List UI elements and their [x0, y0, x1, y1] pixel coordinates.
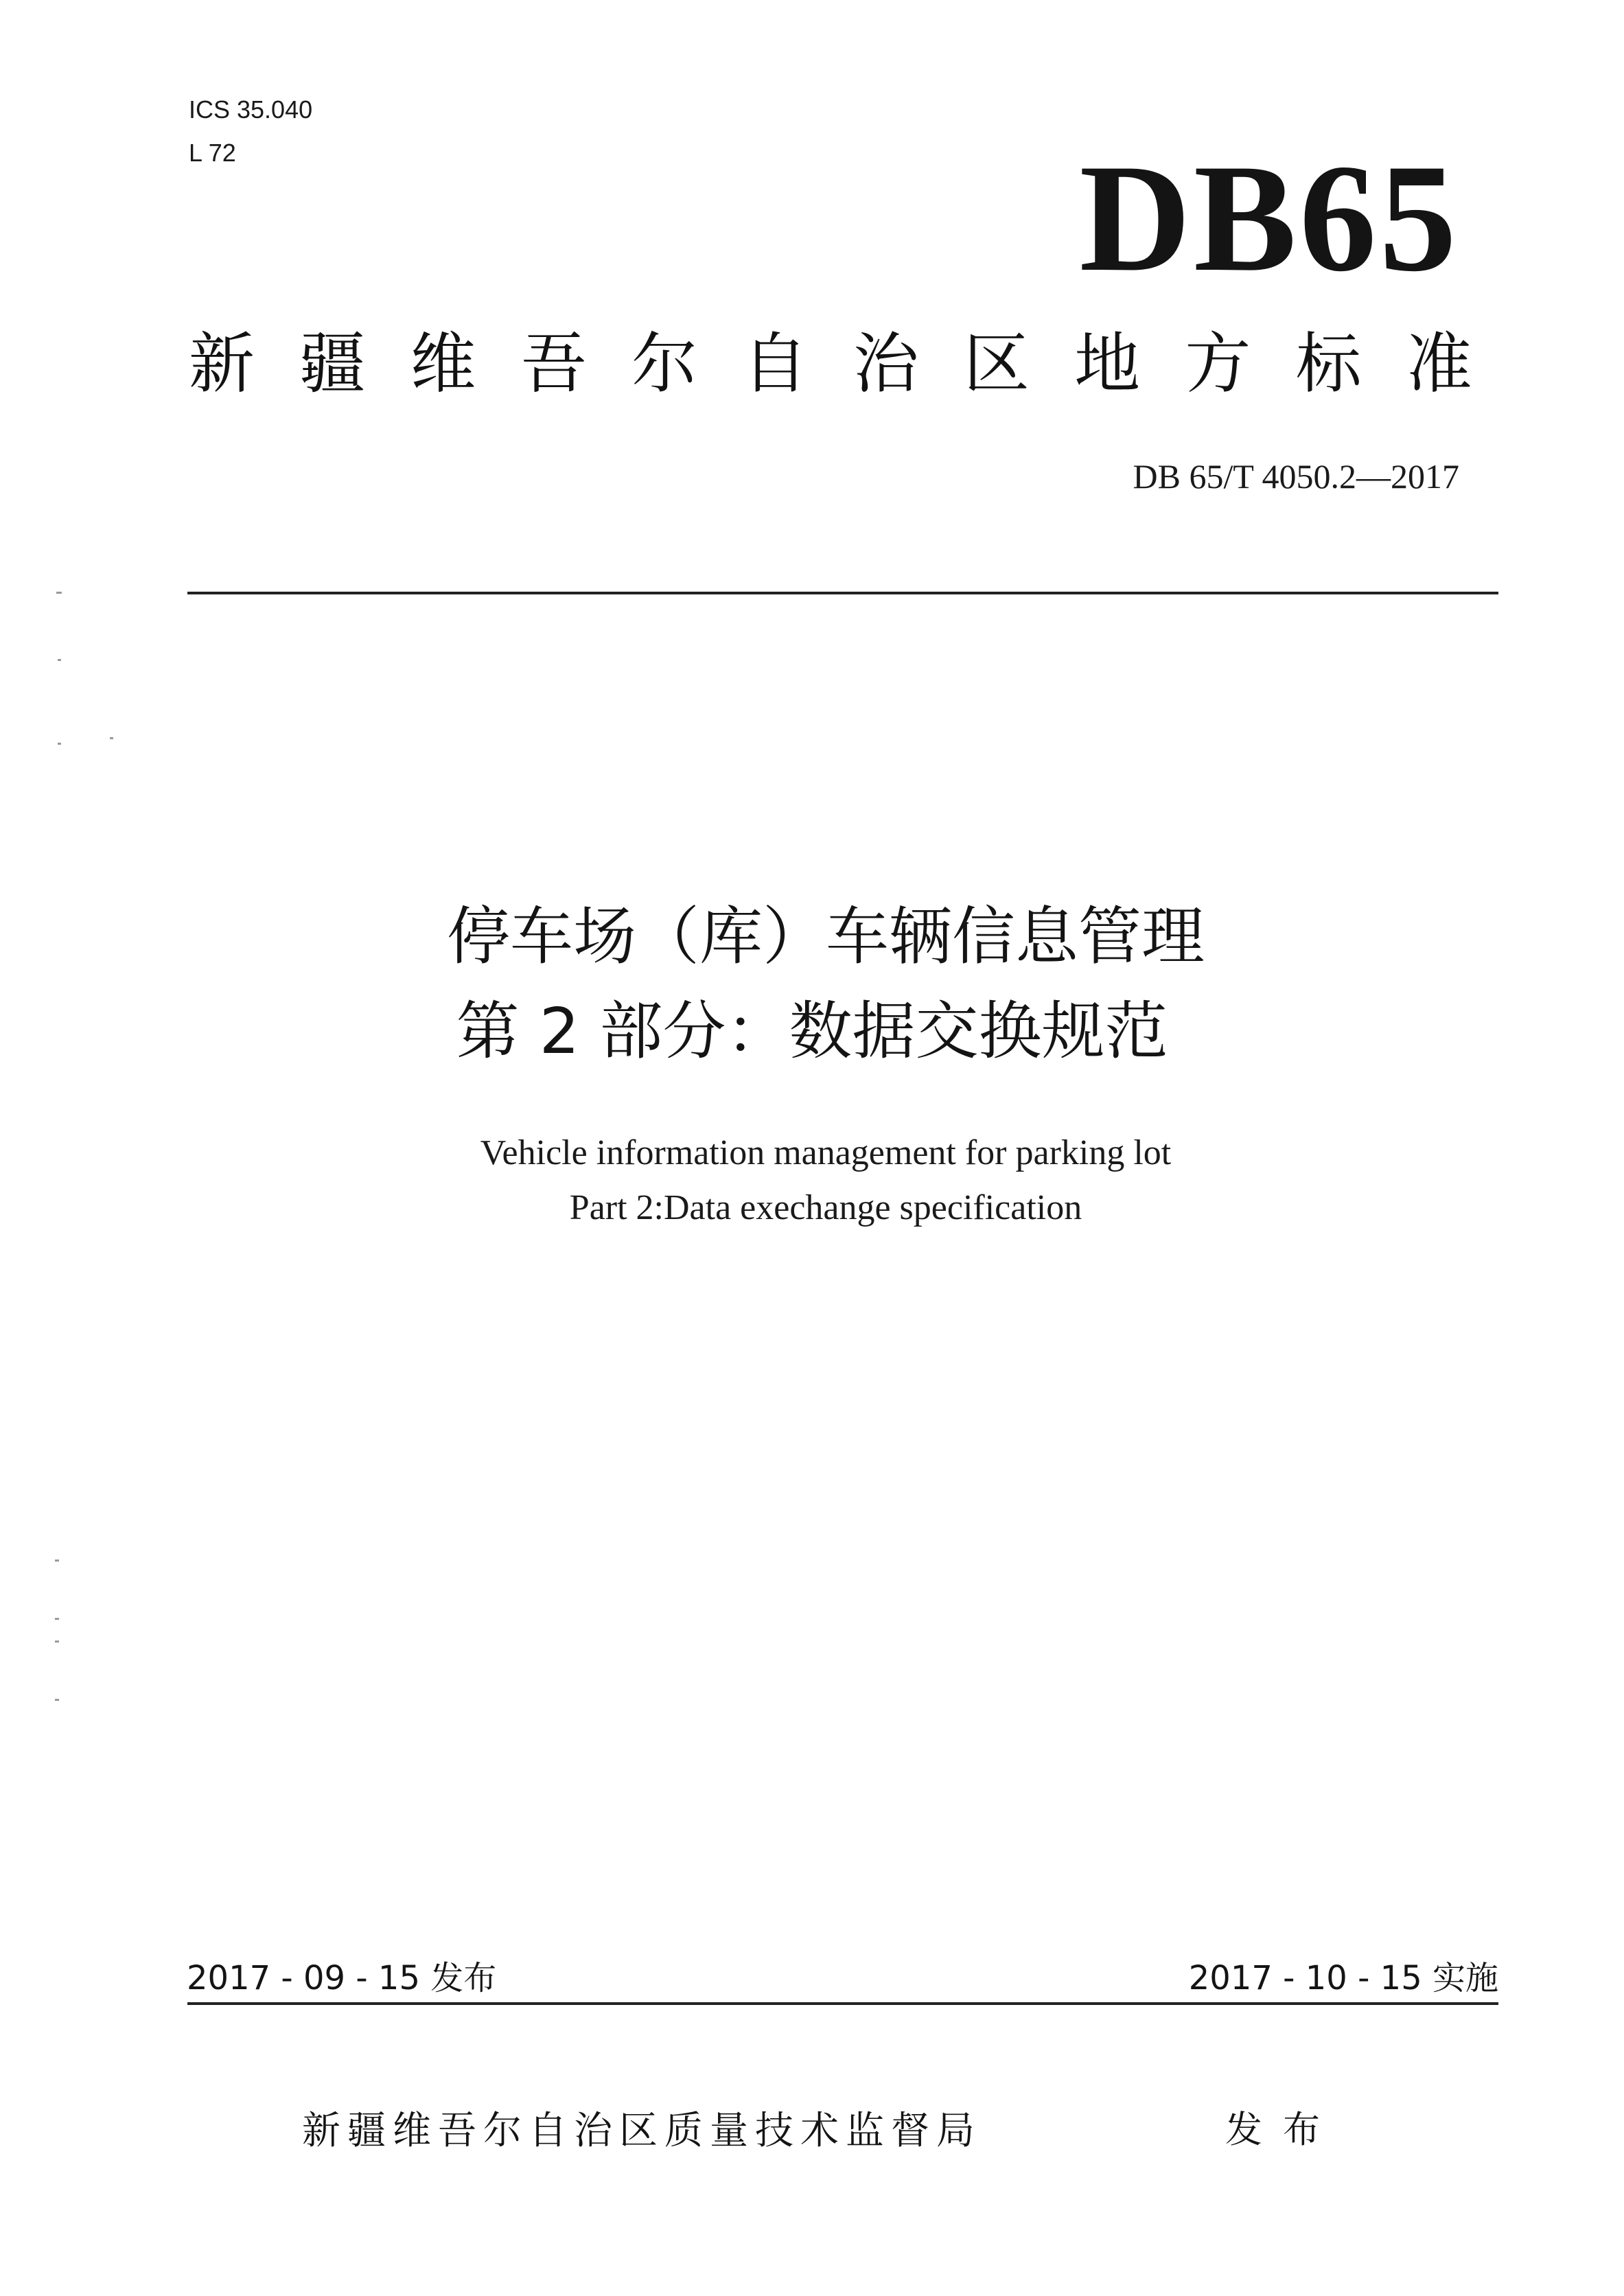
scan-speck: [55, 1618, 59, 1620]
scan-speck: [55, 1640, 59, 1643]
title-zh-line1: 停车场（库）车辆信息管理: [446, 900, 1205, 973]
standard-type-char: 方: [1185, 325, 1251, 402]
footer-divider: [187, 2002, 1498, 2005]
scan-speck: [56, 592, 62, 594]
implement-date: 2017 - 10 - 15 实施: [1188, 1959, 1498, 1997]
standard-type-char: 标: [1295, 325, 1362, 402]
standard-type-char: 疆: [299, 325, 366, 402]
scan-speck: [55, 1559, 59, 1562]
scan-speck: [58, 659, 61, 661]
standard-type: [189, 323, 1472, 405]
standard-number: DB 65/T 4050.2—2017: [1133, 457, 1459, 496]
header-divider: [187, 592, 1498, 594]
title-zh-line2: 第 2 部分：数据交换规范: [456, 995, 1168, 1068]
scan-speck: [55, 1699, 59, 1701]
issuing-authority: 新疆维吾尔自治区质量技术监督局: [302, 2109, 982, 2153]
publish-date: 2017 - 09 - 15 发布: [187, 1959, 497, 1997]
title-en-line1: Vehicle information management for parking lot: [480, 1133, 1172, 1172]
issue-verb: 发布: [1225, 2108, 1341, 2151]
standard-type-char: 自: [742, 325, 809, 402]
standard-type-char: 治: [852, 325, 919, 402]
standard-type-char: 尔: [631, 325, 698, 402]
ics-code: ICS 35.040: [189, 95, 313, 124]
standard-type-char: 区: [963, 325, 1030, 402]
classification-code: L 72: [189, 139, 236, 167]
standard-type-char: 维: [410, 325, 476, 402]
standard-type-char: 地: [1074, 325, 1141, 402]
scan-speck: [110, 737, 113, 739]
scan-speck: [58, 743, 61, 745]
standard-type-char: 新: [189, 325, 255, 402]
title-en-line2: Part 2:Data exechange specification: [569, 1188, 1082, 1227]
standard-type-char: 准: [1406, 325, 1472, 402]
standard-type-char: 吾: [520, 325, 587, 402]
standard-logo: DB65: [1079, 132, 1459, 303]
